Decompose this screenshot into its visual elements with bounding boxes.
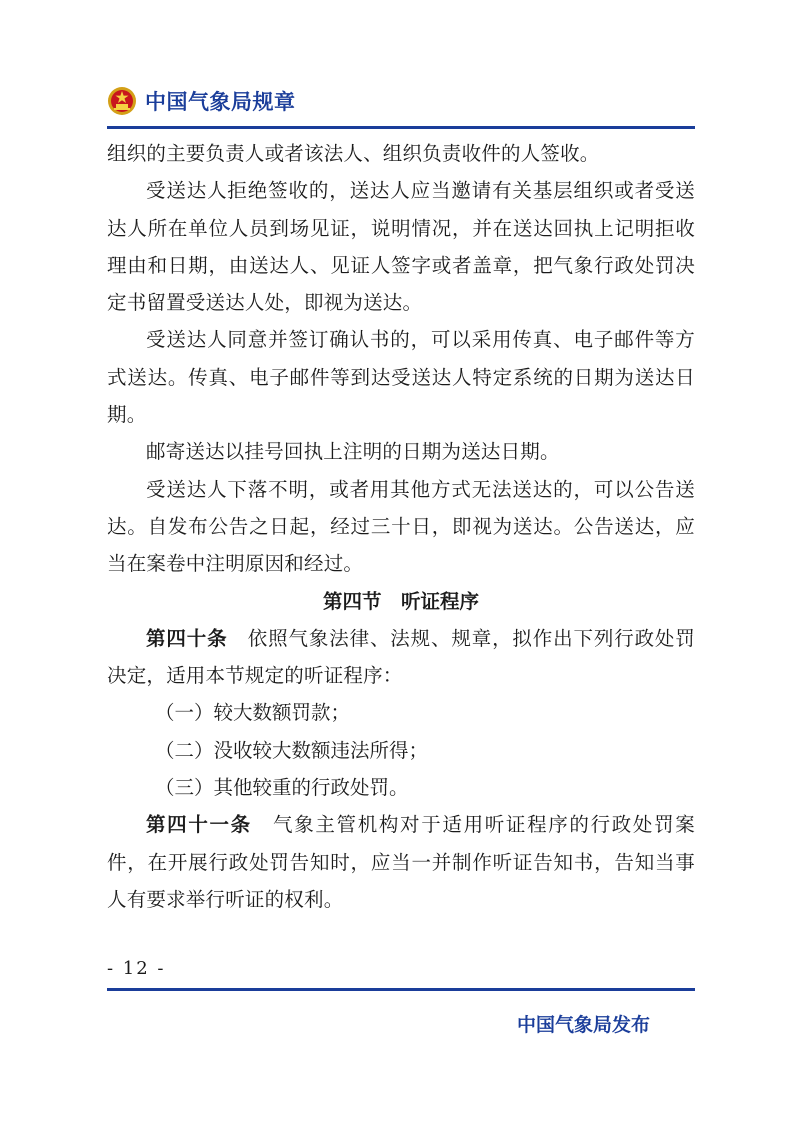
article-heading: 第四十一条 bbox=[146, 813, 252, 837]
paragraph: 邮寄送达以挂号回执上注明的日期为送达日期。 bbox=[146, 440, 560, 464]
header-divider bbox=[107, 126, 695, 129]
article-text: 依照气象法律、法规、规章，拟作出下列行政处罚决定，适用本节规定的听证程序： bbox=[107, 626, 695, 688]
document-body bbox=[107, 135, 695, 918]
page-header bbox=[107, 82, 296, 120]
article-text: 气象主管机构对于适用听证程序的行政处罚案件，在开展行政处罚告知时，应当一并制作听证告知书，告知当事人有要求举行听证的权利。 bbox=[107, 813, 695, 911]
national-emblem-icon bbox=[107, 86, 137, 116]
article-41 bbox=[107, 806, 695, 918]
list-item: （三）其他较重的行政处罚。 bbox=[155, 776, 409, 800]
page-number: - 12 - bbox=[107, 958, 166, 979]
paragraph: 受送达人下落不明，或者用其他方式无法送达的，可以公告送达。自发布公告之日起，经过三十日，即视为送达。公告送达，应当在案卷中注明原因和经过。 bbox=[107, 477, 695, 576]
article-40 bbox=[107, 620, 695, 695]
list-item: （一）较大数额罚款； bbox=[155, 701, 351, 725]
footer-divider bbox=[107, 988, 695, 991]
paragraph: 受送达人拒绝签收的，送达人应当邀请有关基层组织或者受送达人所在单位人员到场见证，说明情况，并在送达回执上记明拒收理由和日期，由送达人、见证人签字或者盖章，把气象行政处罚决定书留置受送达人处，即视为送达。 bbox=[107, 179, 695, 315]
paragraph: 受送达人同意并签订确认书的，可以采用传真、电子邮件等方式送达。传真、电子邮件等到达受送达人特定系统的日期为送达日期。 bbox=[107, 328, 695, 427]
paragraph: 组织的主要负责人或者该法人、组织负责收件的人签收。 bbox=[107, 142, 600, 165]
list-item: （二）没收较大数额违法所得； bbox=[155, 738, 429, 762]
article-heading: 第四十条 bbox=[146, 626, 228, 650]
footer-publisher: 中国气象局发布 bbox=[517, 1014, 651, 1036]
header-title: 中国气象局规章 bbox=[145, 90, 296, 114]
section-title: 第四节 听证程序 bbox=[322, 589, 479, 613]
